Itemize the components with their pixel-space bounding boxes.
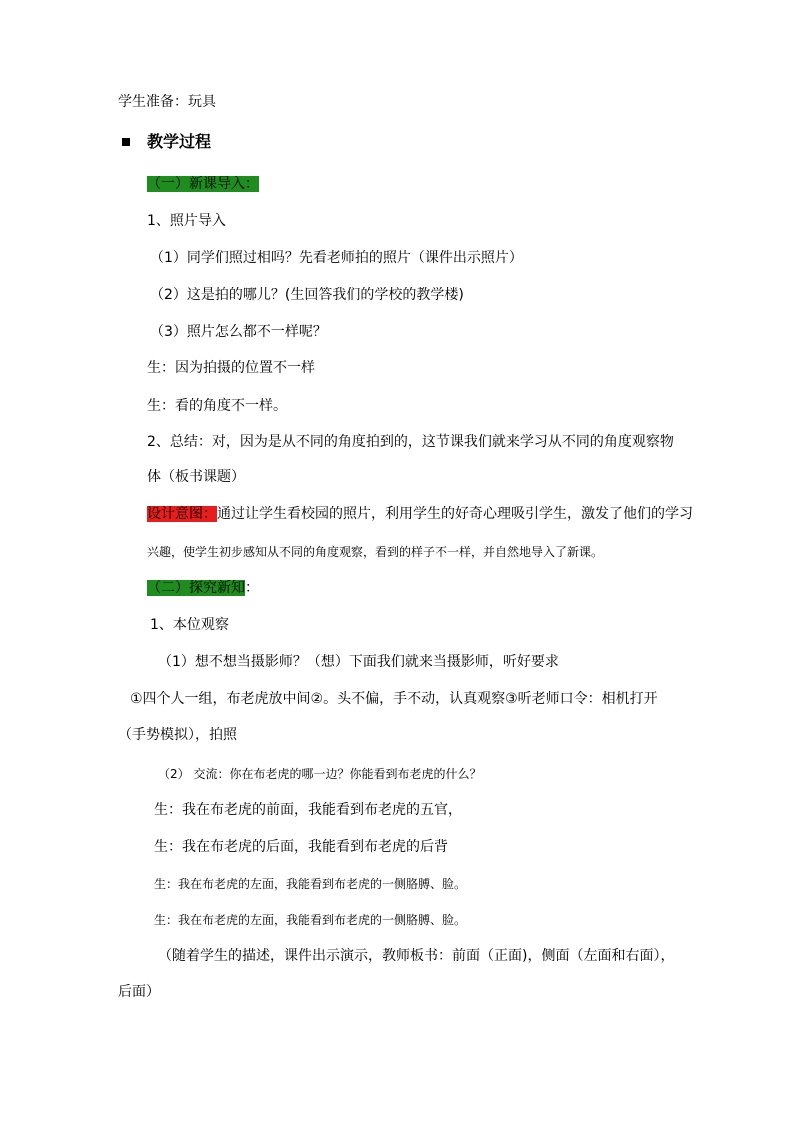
student-answer-4: 生：我在布老虎的左面，我能看到布老虎的一侧胳膊、脸。 xyxy=(154,913,467,927)
p2-rules-1: ①四个人一组，布老虎放中间②。头不偏，手不动，认真观察③听老师口令：相机打开 xyxy=(130,691,658,707)
answer-2: 生：看的角度不一样。 xyxy=(147,398,287,414)
p2-rules-2: （手势模拟），拍照 xyxy=(118,727,237,743)
design-text: 通过让学生看校园的照片，利用学生的好奇心理吸引学生，激发了他们的学习 xyxy=(217,506,693,522)
part2-colon: ： xyxy=(245,580,259,596)
summary-line-2: 体（板书课题） xyxy=(147,469,245,485)
p2-title: 1、本位观察 xyxy=(150,617,229,633)
section-heading: 教学过程 xyxy=(147,132,212,151)
design-text-2: 兴趣，使学生初步感知从不同的角度观察，看到的样子不一样，并自然地导入了新课。 xyxy=(147,545,604,559)
student-answer-1: 生：我在布老虎的前面，我能看到布老虎的五官， xyxy=(154,802,462,818)
design-intent xyxy=(147,504,693,524)
part2-heading xyxy=(147,578,259,598)
student-answer-3: 生：我在布老虎的左面，我能看到布老虎的一侧胳膊、脸。 xyxy=(154,877,467,891)
design-label: 设计意图： xyxy=(147,506,217,522)
p1-item-2: （2）这是拍的哪儿？(生回答我们的学校的教学楼) xyxy=(150,287,464,303)
bullet-icon xyxy=(122,138,130,146)
part2-label: （二）探究新知 xyxy=(147,580,245,596)
p2-item-2: （2） 交流：你在布老虎的哪一边？你能看到布老虎的什么？ xyxy=(158,767,482,781)
p1-item-3: （3）照片怎么都不一样呢？ xyxy=(150,324,327,340)
answer-1: 生：因为拍摄的位置不一样 xyxy=(147,360,315,376)
p1-item-1: （1）同学们照过相吗？先看老师拍的照片（课件出示照片） xyxy=(150,250,523,266)
closing-line-1: （随着学生的描述，课件出示演示，教师板书：前面（正面)，侧面（左面和右面）， xyxy=(158,948,675,964)
part1-label: （一）新课导入： xyxy=(147,176,259,192)
part1-heading xyxy=(147,174,259,194)
p1-title: 1、照片导入 xyxy=(147,213,226,229)
student-prep: 学生准备：玩具 xyxy=(118,94,216,110)
closing-line-2: 后面） xyxy=(118,984,160,1000)
p2-item-1: （1）想不想当摄影师？（想）下面我们就来当摄影师，听好要求 xyxy=(158,654,559,670)
student-answer-2: 生：我在布老虎的后面，我能看到布老虎的后背 xyxy=(154,839,448,855)
summary-line-1: 2、总结：对，因为是从不同的角度拍到的，这节课我们就来学习从不同的角度观察物 xyxy=(147,434,674,450)
